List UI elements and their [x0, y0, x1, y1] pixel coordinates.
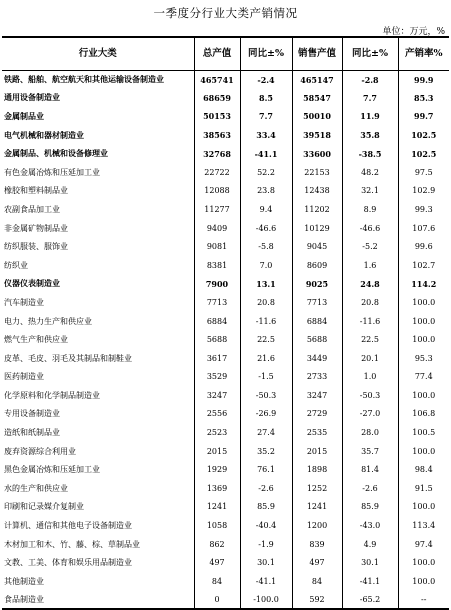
header-output: 总产值 — [194, 37, 240, 70]
table-row — [2, 144, 449, 163]
output-yoy-cell: 33.4 — [240, 126, 292, 145]
table-row — [2, 479, 449, 498]
sales-rate-cell: 95.3 — [398, 349, 449, 368]
output-yoy-cell: -1.5 — [240, 368, 292, 387]
output-yoy-cell: 22.5 — [240, 330, 292, 349]
table-row — [2, 349, 449, 368]
sales-yoy-cell: 7.7 — [342, 89, 398, 108]
sales-rate-cell: 91.5 — [398, 479, 449, 498]
industry-name-cell: 造纸和纸制品业 — [4, 428, 60, 438]
sales-rate-cell: 97.4 — [398, 535, 449, 554]
industry-name-cell: 专用设备制造业 — [4, 409, 60, 419]
total-output-cell: 11277 — [194, 200, 240, 219]
sales-yoy-cell: 22.5 — [342, 330, 398, 349]
sales-output-cell: 9025 — [292, 275, 342, 294]
sales-yoy-cell: -46.6 — [342, 219, 398, 238]
sales-output-cell: 8609 — [292, 256, 342, 275]
industry-name-cell: 食品制造业 — [2, 591, 194, 610]
total-output-cell: 2015 — [194, 442, 240, 461]
total-output-cell: 7713 — [194, 293, 240, 312]
table-row — [2, 200, 449, 219]
industry-name-cell: 金属制品、机械和设备修理业 — [4, 148, 108, 159]
sales-yoy-cell: 4.9 — [342, 535, 398, 554]
output-yoy-cell: -41.1 — [240, 572, 292, 591]
sales-rate-cell: 102.5 — [398, 144, 449, 163]
total-output-cell: 50153 — [194, 107, 240, 126]
sales-yoy-cell: -2.8 — [342, 70, 398, 89]
industry-name-cell: 非金属矿物制品业 — [4, 223, 68, 233]
total-output-cell: 6884 — [194, 312, 240, 331]
table-row — [2, 498, 449, 517]
sales-output-cell: 592 — [292, 591, 342, 610]
sales-rate-cell: 102.9 — [398, 182, 449, 201]
output-yoy-cell: -11.6 — [240, 312, 292, 331]
header-industry: 行业大类 — [2, 37, 194, 70]
sales-output-cell: 3247 — [292, 386, 342, 405]
total-output-cell: 38563 — [194, 126, 240, 145]
sales-rate-cell: 107.6 — [398, 219, 449, 238]
sales-rate-cell: 100.0 — [398, 312, 449, 331]
sales-yoy-cell: 20.8 — [342, 293, 398, 312]
sales-yoy-cell: 28.0 — [342, 423, 398, 442]
sales-rate-cell: 113.4 — [398, 516, 449, 535]
table-row — [2, 182, 449, 201]
industry-name-cell: 有色金属冶炼和压延加工业 — [4, 167, 100, 177]
sales-yoy-cell: 81.4 — [342, 460, 398, 479]
sales-yoy-cell: 35.8 — [342, 126, 398, 145]
page-title: 一季度分行业大类产销情况 — [153, 6, 298, 20]
sales-yoy-cell: -50.3 — [342, 386, 398, 405]
total-output-cell: 8381 — [194, 256, 240, 275]
output-yoy-cell: -50.3 — [240, 386, 292, 405]
industry-name-cell: 水的生产和供应业 — [4, 483, 68, 493]
sales-yoy-cell: -27.0 — [342, 405, 398, 424]
sales-output-cell: 2729 — [292, 405, 342, 424]
header-sales: 销售产值 — [292, 37, 342, 70]
sales-output-cell: 465147 — [292, 70, 342, 89]
table-row — [2, 591, 449, 610]
sales-output-cell: 50010 — [292, 107, 342, 126]
table-row — [2, 460, 449, 479]
output-yoy-cell: 21.6 — [240, 349, 292, 368]
sales-rate-cell: 100.0 — [398, 293, 449, 312]
table-row — [2, 89, 449, 108]
total-output-cell: 497 — [194, 553, 240, 572]
total-output-cell: 84 — [194, 572, 240, 591]
sales-output-cell: 1898 — [292, 460, 342, 479]
sales-output-cell: 84 — [292, 572, 342, 591]
sales-rate-cell: 114.2 — [398, 275, 449, 294]
sales-yoy-cell: 1.6 — [342, 256, 398, 275]
industry-name-cell: 文教、工美、体育和娱乐用品制造业 — [4, 558, 132, 568]
sales-output-cell: 1241 — [292, 498, 342, 517]
table-row — [2, 423, 449, 442]
sales-yoy-cell: -41.1 — [342, 572, 398, 591]
output-yoy-cell: 52.2 — [240, 163, 292, 182]
total-output-cell: 0 — [194, 591, 240, 610]
total-output-cell: 3529 — [194, 368, 240, 387]
total-output-cell: 3247 — [194, 386, 240, 405]
table-row — [2, 163, 449, 182]
total-output-cell: 3617 — [194, 349, 240, 368]
industry-name-cell: 电气机械和器材制造业 — [4, 129, 84, 140]
table-row — [2, 516, 449, 535]
table-row — [2, 553, 449, 572]
sales-yoy-cell: -43.0 — [342, 516, 398, 535]
sales-output-cell: 33600 — [292, 144, 342, 163]
industry-name-cell: 木材加工和木、竹、藤、棕、草制品业 — [4, 539, 140, 549]
sales-output-cell: 2733 — [292, 368, 342, 387]
total-output-cell: 9409 — [194, 219, 240, 238]
header-sales-yoy: 同比±% — [342, 37, 398, 70]
output-yoy-cell: -26.9 — [240, 405, 292, 424]
output-yoy-cell: 23.8 — [240, 182, 292, 201]
total-output-cell: 1241 — [194, 498, 240, 517]
total-output-cell: 862 — [194, 535, 240, 554]
output-yoy-cell: 85.9 — [240, 498, 292, 517]
industry-table — [2, 36, 449, 610]
sales-rate-cell: 77.4 — [398, 368, 449, 387]
sales-yoy-cell: -11.6 — [342, 312, 398, 331]
total-output-cell: 9081 — [194, 237, 240, 256]
output-yoy-cell: -41.1 — [240, 144, 292, 163]
sales-output-cell: 7713 — [292, 293, 342, 312]
total-output-cell: 2556 — [194, 405, 240, 424]
sales-output-cell: 1200 — [292, 516, 342, 535]
output-yoy-cell: -5.8 — [240, 237, 292, 256]
sales-yoy-cell: 20.1 — [342, 349, 398, 368]
sales-rate-cell: 102.5 — [398, 126, 449, 145]
industry-name-cell: 印刷和记录媒介复制业 — [4, 502, 84, 512]
total-output-cell: 1929 — [194, 460, 240, 479]
output-yoy-cell: 7.7 — [240, 107, 292, 126]
industry-name-cell: 医药制造业 — [4, 372, 44, 382]
industry-name-cell: 通用设备制造业 — [4, 92, 60, 103]
sales-rate-cell: 100.0 — [398, 442, 449, 461]
total-output-cell: 2523 — [194, 423, 240, 442]
sales-yoy-cell: 48.2 — [342, 163, 398, 182]
table-row — [2, 107, 449, 126]
sales-rate-cell: 106.8 — [398, 405, 449, 424]
sales-yoy-cell: 30.1 — [342, 553, 398, 572]
sales-yoy-cell: 85.9 — [342, 498, 398, 517]
industry-name-cell: 计算机、通信和其他电子设备制造业 — [4, 521, 132, 531]
sales-output-cell: 3449 — [292, 349, 342, 368]
table-row — [2, 275, 449, 294]
sales-output-cell: 22153 — [292, 163, 342, 182]
industry-name-cell: 燃气生产和供应业 — [4, 335, 68, 345]
industry-name-cell: 皮革、毛皮、羽毛及其制品和制鞋业 — [4, 353, 132, 363]
table-row — [2, 535, 449, 554]
table-row — [2, 70, 449, 89]
output-yoy-cell: -40.4 — [240, 516, 292, 535]
sales-output-cell: 497 — [292, 553, 342, 572]
total-output-cell: 32768 — [194, 144, 240, 163]
output-yoy-cell: 30.1 — [240, 553, 292, 572]
sales-rate-cell: 99.9 — [398, 70, 449, 89]
output-yoy-cell: -100.0 — [240, 591, 292, 610]
sales-yoy-cell: 1.0 — [342, 368, 398, 387]
industry-name-cell: 汽车制造业 — [4, 297, 44, 307]
sales-output-cell: 11202 — [292, 200, 342, 219]
table-row — [2, 126, 449, 145]
output-yoy-cell: -1.9 — [240, 535, 292, 554]
sales-yoy-cell: -38.5 — [342, 144, 398, 163]
table-row — [2, 293, 449, 312]
sales-output-cell: 6884 — [292, 312, 342, 331]
sales-rate-cell: 100.0 — [398, 572, 449, 591]
sales-output-cell: 2535 — [292, 423, 342, 442]
output-yoy-cell: 35.2 — [240, 442, 292, 461]
industry-name-cell: 农副食品加工业 — [4, 204, 60, 214]
output-yoy-cell: 7.0 — [240, 256, 292, 275]
total-output-cell: 22722 — [194, 163, 240, 182]
sales-rate-cell: 100.0 — [398, 330, 449, 349]
table-row — [2, 330, 449, 349]
table-header-row — [2, 37, 449, 70]
table-row — [2, 405, 449, 424]
sales-rate-cell: 99.6 — [398, 237, 449, 256]
industry-name-cell: 仪器仪表制造业 — [4, 278, 60, 289]
output-yoy-cell: 8.5 — [240, 89, 292, 108]
output-yoy-cell: 27.4 — [240, 423, 292, 442]
industry-name-cell: 化学原料和化学制品制造业 — [4, 390, 100, 400]
total-output-cell: 1058 — [194, 516, 240, 535]
sales-yoy-cell: -65.2 — [342, 591, 398, 610]
sales-yoy-cell: -5.2 — [342, 237, 398, 256]
total-output-cell: 465741 — [194, 70, 240, 89]
sales-yoy-cell: 8.9 — [342, 200, 398, 219]
output-yoy-cell: 13.1 — [240, 275, 292, 294]
industry-name-cell: 纺织业 — [4, 260, 28, 270]
output-yoy-cell: -2.4 — [240, 70, 292, 89]
sales-output-cell: 10129 — [292, 219, 342, 238]
industry-name-cell: 电力、热力生产和供应业 — [4, 316, 92, 326]
sales-yoy-cell: 24.8 — [342, 275, 398, 294]
industry-name-cell: 铁路、船舶、航空航天和其他运输设备制造业 — [4, 74, 164, 85]
total-output-cell: 1369 — [194, 479, 240, 498]
sales-rate-cell: 99.3 — [398, 200, 449, 219]
sales-rate-cell: 102.7 — [398, 256, 449, 275]
sales-output-cell: 2015 — [292, 442, 342, 461]
total-output-cell: 68659 — [194, 89, 240, 108]
sales-rate-cell: -- — [398, 591, 449, 610]
sales-rate-cell: 97.5 — [398, 163, 449, 182]
table-row — [2, 237, 449, 256]
table-row — [2, 572, 449, 591]
sales-rate-cell: 100.0 — [398, 386, 449, 405]
sales-rate-cell: 98.4 — [398, 460, 449, 479]
header-output-yoy: 同比±% — [240, 37, 292, 70]
sales-output-cell: 839 — [292, 535, 342, 554]
output-yoy-cell: 76.1 — [240, 460, 292, 479]
sales-output-cell: 58547 — [292, 89, 342, 108]
industry-name-cell: 橡胶和塑料制品业 — [4, 186, 68, 196]
sales-output-cell: 9045 — [292, 237, 342, 256]
table-row — [2, 219, 449, 238]
industry-name-cell: 金属制品业 — [4, 110, 44, 121]
industry-name-cell: 纺织服装、服饰业 — [4, 242, 68, 252]
table-row — [2, 312, 449, 331]
industry-name-cell: 废弃资源综合利用业 — [4, 446, 76, 456]
sales-rate-cell: 100.0 — [398, 498, 449, 517]
sales-rate-cell: 100.5 — [398, 423, 449, 442]
sales-output-cell: 5688 — [292, 330, 342, 349]
sales-rate-cell: 100.0 — [398, 553, 449, 572]
output-yoy-cell: 20.8 — [240, 293, 292, 312]
total-output-cell: 5688 — [194, 330, 240, 349]
header-sales-rate: 产销率% — [398, 37, 449, 70]
sales-rate-cell: 85.3 — [398, 89, 449, 108]
sales-output-cell: 1252 — [292, 479, 342, 498]
industry-name-cell: 黑色金属冶炼和压延加工业 — [4, 465, 100, 475]
table-row — [2, 386, 449, 405]
industry-name-cell: 其他制造业 — [4, 576, 44, 586]
total-output-cell: 12088 — [194, 182, 240, 201]
output-yoy-cell: 9.4 — [240, 200, 292, 219]
sales-rate-cell: 99.7 — [398, 107, 449, 126]
sales-output-cell: 12438 — [292, 182, 342, 201]
table-row — [2, 256, 449, 275]
sales-output-cell: 39518 — [292, 126, 342, 145]
sales-yoy-cell: -2.6 — [342, 479, 398, 498]
sales-yoy-cell: 11.9 — [342, 107, 398, 126]
sales-yoy-cell: 32.1 — [342, 182, 398, 201]
total-output-cell: 7900 — [194, 275, 240, 294]
output-yoy-cell: -2.6 — [240, 479, 292, 498]
output-yoy-cell: -46.6 — [240, 219, 292, 238]
sales-yoy-cell: 35.7 — [342, 442, 398, 461]
table-row — [2, 442, 449, 461]
unit-note: 单位：万元，% — [382, 27, 445, 37]
table-row — [2, 368, 449, 387]
